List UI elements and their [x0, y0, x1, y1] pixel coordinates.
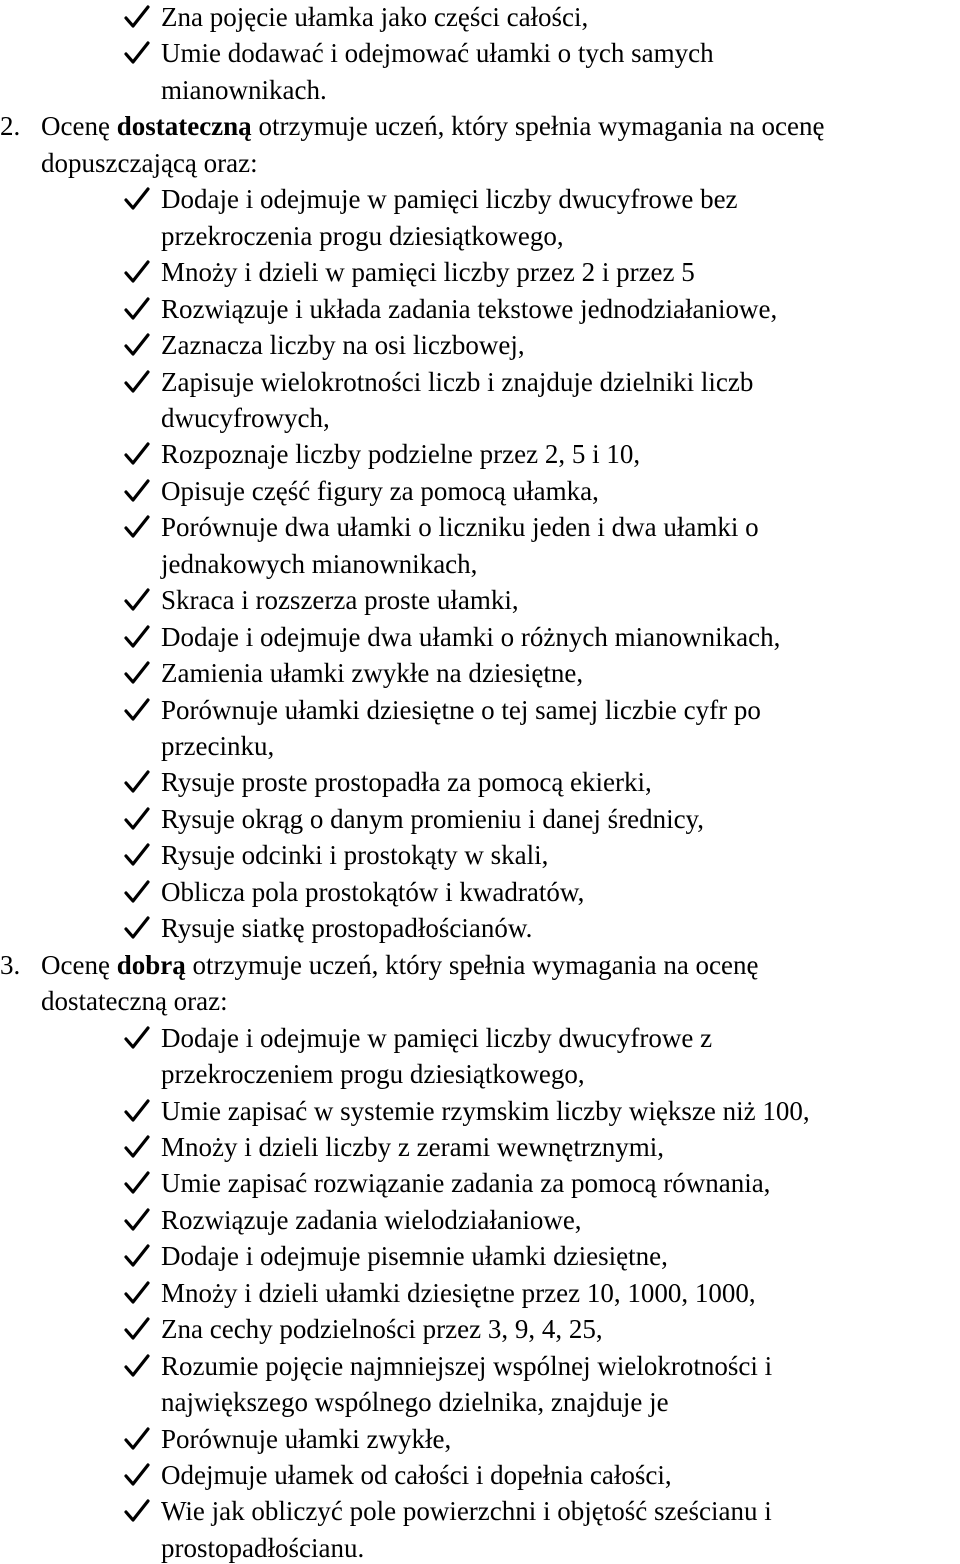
checkmark-icon [122, 38, 152, 68]
list-item-text: Oblicza pola prostokątów i kwadratów, [161, 876, 585, 907]
list-item-text-continuation: przecinku, [161, 731, 275, 761]
list-item-text: Opisuje część figury za pomocą ułamka, [161, 475, 599, 506]
checkmark-icon [122, 1424, 152, 1454]
list-item-text: Rozwiązuje zadania wielodziałaniowe, [161, 1204, 582, 1235]
section-heading-continuation [0, 148, 960, 178]
list-item [0, 367, 960, 397]
checkmark-icon [122, 1096, 152, 1126]
heading-prefix: Ocenę [41, 111, 117, 142]
checkmark-icon [122, 1168, 152, 1198]
section-heading-text [41, 950, 759, 980]
checkmark-icon [122, 184, 152, 214]
list-item-text: Mnoży i dzieli ułamki dziesiętne przez 10, 1000, 1000, [161, 1277, 756, 1308]
section-heading-text [41, 111, 824, 141]
list-item-text: Zapisuje wielokrotności liczb i znajduje dzielniki liczb [161, 366, 754, 397]
checkmark-icon [122, 476, 152, 506]
section-heading-continuation [0, 986, 960, 1016]
list-item [0, 1496, 960, 1526]
list-item-text: Umie zapisać w systemie rzymskim liczby większe niż 100, [161, 1095, 810, 1126]
list-item [0, 1460, 960, 1490]
checkmark-icon [122, 695, 152, 725]
section-heading [0, 111, 960, 141]
list-item [0, 1278, 960, 1308]
checkmark-icon [122, 367, 152, 397]
list-item [0, 1241, 960, 1271]
list-item [0, 184, 960, 214]
checkmark-icon [122, 439, 152, 469]
checkmark-icon [122, 1460, 152, 1490]
list-item [0, 221, 960, 251]
section-number: 2. [0, 111, 21, 142]
checkmark-icon [122, 658, 152, 688]
checkmark-icon [122, 804, 152, 834]
list-item-text: Porównuje ułamki zwykłe, [161, 1423, 452, 1454]
list-item [0, 1533, 960, 1563]
list-item-text: Rysuje proste prostopadła za pomocą ekierki, [161, 767, 652, 798]
list-item-text-continuation: jednakowych mianownikach, [161, 548, 478, 579]
list-item-text: Zamienia ułamki zwykłe na dziesiętne, [161, 658, 584, 689]
list-item-text: Mnoży i dzieli liczby z zerami wewnętrznymi, [161, 1131, 665, 1162]
list-item-text: Odejmuje ułamek od całości i dopełnia całości, [161, 1460, 672, 1490]
list-item [0, 2, 960, 32]
checkmark-icon [122, 1241, 152, 1271]
list-item-text: Dodaje i odejmuje pisemnie ułamki dziesiętne, [161, 1241, 668, 1272]
checkmark-icon [122, 257, 152, 287]
checkmark-icon [122, 877, 152, 907]
list-item [0, 549, 960, 579]
checkmark-icon [122, 1278, 152, 1308]
list-item-text: Wie jak obliczyć pole powierzchni i objętość sześcianu i [161, 1496, 772, 1527]
list-item [0, 804, 960, 834]
list-item [0, 294, 960, 324]
list-item-text: Mnoży i dzieli w pamięci liczby przez 2 i przez 5 [161, 257, 695, 288]
list-item [0, 695, 960, 725]
list-item [0, 658, 960, 688]
heading-suffix: otrzymuje uczeń, który spełnia wymagania na ocenę [251, 111, 825, 142]
list-item-text-continuation: prostopadłościanu. [161, 1532, 365, 1563]
grade-name: dobrą [116, 949, 186, 980]
list-item-text-continuation: mianownikach. [161, 74, 327, 105]
list-item [0, 1168, 960, 1198]
list-item-text: Dodaje i odejmuje w pamięci liczby dwucyfrowe z [161, 1022, 713, 1053]
list-item-text: Skraca i rozszerza proste ułamki, [161, 585, 519, 616]
checkmark-icon [122, 1351, 152, 1381]
heading-suffix: otrzymuje uczeń, który spełnia wymagania na ocenę [185, 949, 759, 980]
list-item [0, 731, 960, 761]
checkmark-icon [122, 767, 152, 797]
list-item-text-continuation: przekroczeniem progu dziesiątkowego, [161, 1059, 585, 1090]
list-item-text-continuation: dwucyfrowych, [161, 402, 330, 433]
list-item [0, 38, 960, 68]
list-item-text: Rysuje siatkę prostopadłościanów. [161, 913, 533, 944]
section-number: 3. [0, 949, 21, 980]
list-item [0, 476, 960, 506]
list-item [0, 1424, 960, 1454]
list-item [0, 622, 960, 652]
list-item [0, 840, 960, 870]
checkmark-icon [122, 294, 152, 324]
list-item [0, 1205, 960, 1235]
checkmark-icon [122, 1132, 152, 1162]
list-item [0, 75, 960, 105]
checkmark-icon [122, 1314, 152, 1344]
list-item-text: Zna pojęcie ułamka jako części całości, [161, 2, 589, 32]
list-item-text: Rozumie pojęcie najmniejszej wspólnej wielokrotności i [161, 1350, 773, 1381]
checkmark-icon [122, 1205, 152, 1235]
list-item [0, 1132, 960, 1162]
list-item-text: Rysuje odcinki i prostokąty w skali, [161, 840, 549, 871]
list-item-text: Porównuje dwa ułamki o liczniku jeden i dwa ułamki o [161, 512, 759, 543]
list-item-text-continuation: przekroczenia progu dziesiątkowego, [161, 220, 564, 251]
list-item [0, 1059, 960, 1089]
heading-continuation-text: dostateczną oraz: [41, 986, 228, 1017]
checkmark-icon [122, 622, 152, 652]
list-item [0, 257, 960, 287]
checkmark-icon [122, 913, 152, 943]
list-item-text: Porównuje ułamki dziesiętne o tej samej liczbie cyfr po [161, 694, 761, 725]
grade-name: dostateczną [116, 111, 252, 142]
checkmark-icon [122, 512, 152, 542]
list-item [0, 1314, 960, 1344]
list-item-text: Rozwiązuje i układa zadania tekstowe jednodziałaniowe, [161, 293, 778, 324]
section-heading [0, 950, 960, 980]
checkmark-icon [122, 1496, 152, 1526]
list-item-text: Umie dodawać i odejmować ułamki o tych samych [161, 38, 714, 69]
list-item [0, 1023, 960, 1053]
list-item-text: Dodaje i odejmuje w pamięci liczby dwucyfrowe bez [161, 184, 738, 215]
checkmark-icon [122, 2, 152, 32]
list-item [0, 585, 960, 615]
list-item-text: Zna cechy podzielności przez 3, 9, 4, 25, [161, 1314, 603, 1345]
list-item [0, 330, 960, 360]
checkmark-icon [122, 840, 152, 870]
checkmark-icon [122, 1023, 152, 1053]
list-item [0, 913, 960, 943]
list-item [0, 403, 960, 433]
checkmark-icon [122, 585, 152, 615]
checkmark-icon [122, 330, 152, 360]
list-item [0, 1096, 960, 1126]
list-item-text: Rozpoznaje liczby podzielne przez 2, 5 i 10, [161, 439, 641, 470]
heading-continuation-text: dopuszczającą oraz: [41, 147, 258, 178]
list-item-text-continuation: największego wspólnego dzielnika, znajduje je [161, 1387, 669, 1418]
list-item [0, 1351, 960, 1381]
list-item [0, 1387, 960, 1417]
list-item-text: Dodaje i odejmuje dwa ułamki o różnych mianownikach, [161, 621, 781, 652]
list-item [0, 439, 960, 469]
list-item-text: Rysuje okrąg o danym promieniu i danej średnicy, [161, 803, 705, 834]
list-item [0, 767, 960, 797]
list-item-text: Umie zapisać rozwiązanie zadania za pomocą równania, [161, 1168, 771, 1199]
list-item [0, 877, 960, 907]
heading-prefix: Ocenę [41, 949, 117, 980]
list-item-text: Zaznacza liczby na osi liczbowej, [161, 330, 525, 361]
list-item [0, 512, 960, 542]
